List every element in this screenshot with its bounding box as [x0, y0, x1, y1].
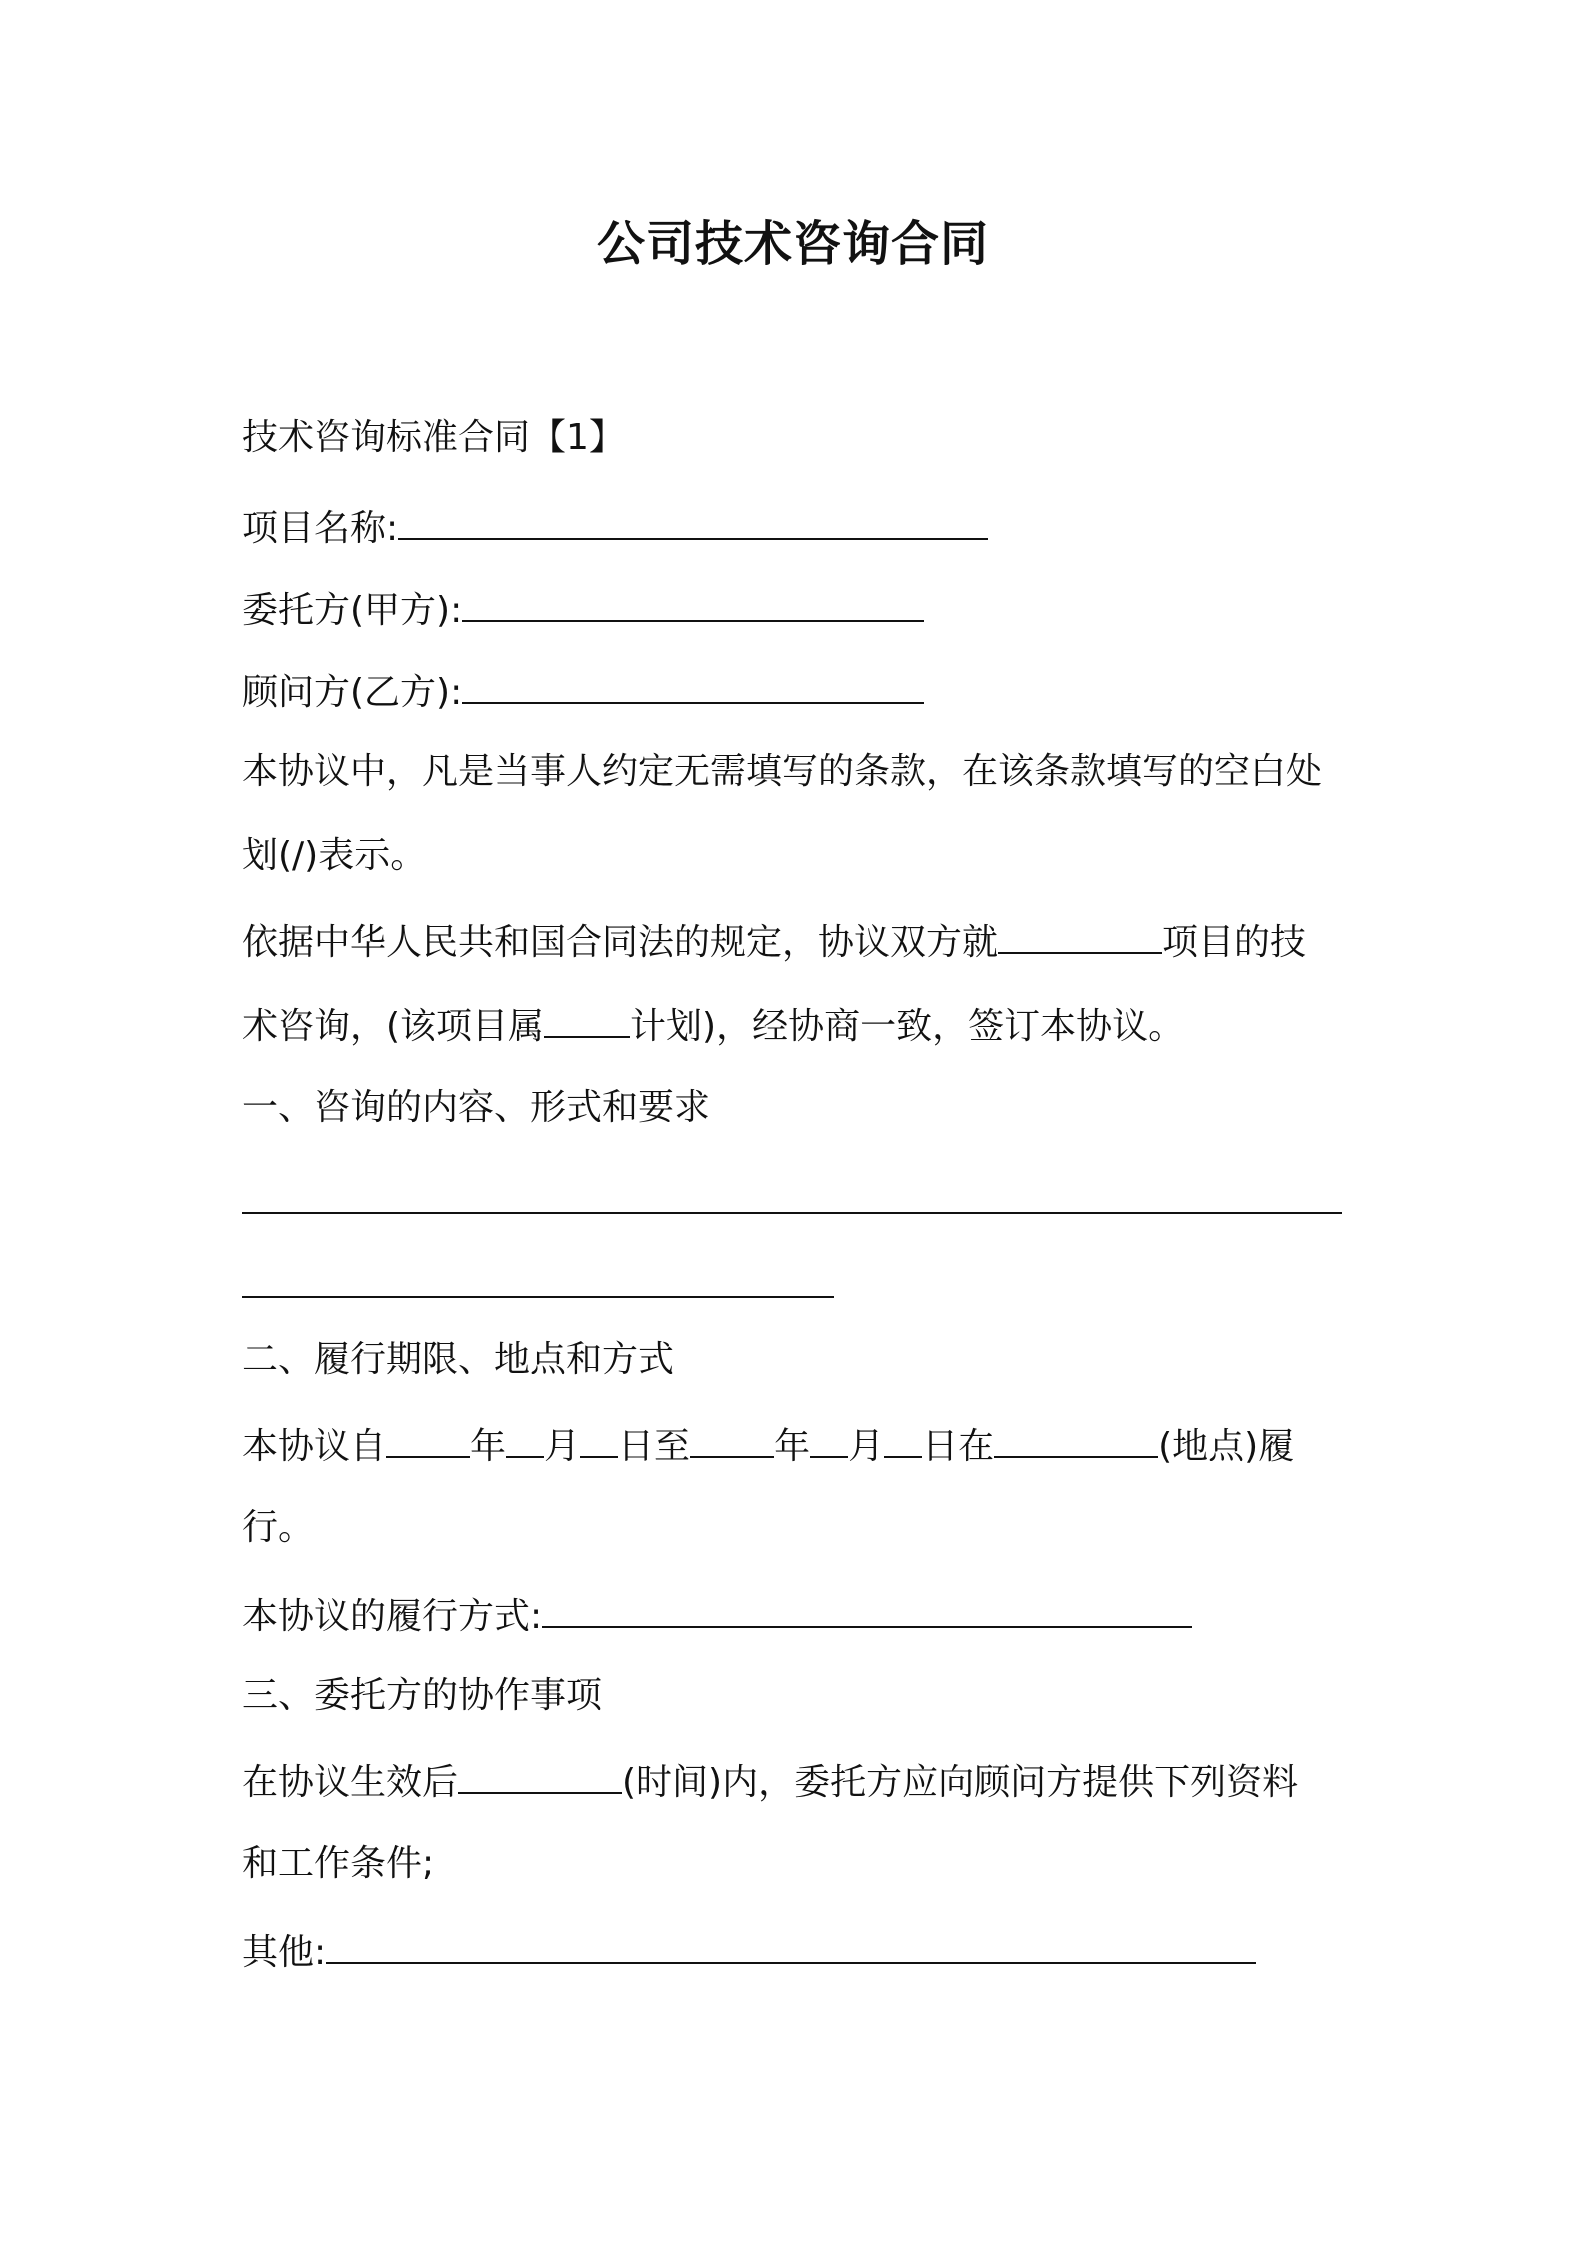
other-blank	[326, 1926, 1256, 1964]
period-year-2: 年	[774, 1426, 811, 1467]
basis-text-a: 依据中华人民共和国合同法的规定，协议双方就	[242, 922, 999, 963]
place-blank	[994, 1420, 1158, 1458]
section-2-heading: 二、履行期限、地点和方式	[242, 1339, 675, 1380]
period-day-2: 日在	[922, 1426, 995, 1467]
basis-line-2	[242, 1000, 1362, 1051]
start-day-blank	[580, 1420, 618, 1458]
consultant-blank	[462, 666, 924, 704]
period-line-2: 行。	[242, 1507, 315, 1548]
note-line-2: 划(/)表示。	[242, 835, 427, 876]
coop-text-b: (时间)内，委托方应向顾问方提供下列资料	[622, 1762, 1299, 1803]
period-month-2: 月	[848, 1426, 885, 1467]
basis-text-c: 术咨询，(该项目属	[242, 1006, 545, 1047]
time-blank	[458, 1756, 622, 1794]
project-name-label: 项目名称:	[242, 508, 399, 549]
consultant-row	[242, 666, 1362, 717]
project-name-row	[242, 502, 1362, 553]
method-blank	[542, 1590, 1192, 1628]
other-row	[242, 1926, 1362, 1977]
end-day-blank	[884, 1420, 922, 1458]
content-blank-line-2	[242, 1296, 834, 1298]
note-line-1: 本协议中，凡是当事人约定无需填写的条款，在该条款填写的空白处	[242, 751, 1323, 792]
coop-text-a: 在协议生效后	[242, 1762, 459, 1803]
section-3-heading: 三、委托方的协作事项	[242, 1675, 603, 1716]
coop-line-2: 和工作条件;	[242, 1843, 435, 1884]
period-place: (地点)履	[1158, 1426, 1295, 1467]
other-label: 其他:	[242, 1932, 327, 1973]
section-1-heading: 一、咨询的内容、形式和要求	[242, 1087, 711, 1128]
basis-text-d: 计划)，经协商一致，签订本协议。	[630, 1006, 1185, 1047]
project-name-blank	[398, 502, 988, 540]
start-year-blank	[386, 1420, 470, 1458]
client-row	[242, 584, 1362, 635]
start-month-blank	[506, 1420, 544, 1458]
period-text-start: 本协议自	[242, 1426, 387, 1467]
end-month-blank	[810, 1420, 848, 1458]
method-label: 本协议的履行方式:	[242, 1596, 543, 1637]
method-row	[242, 1590, 1362, 1641]
content-blank-line-1	[242, 1212, 1342, 1214]
plan-blank	[544, 1000, 630, 1038]
client-blank	[462, 584, 924, 622]
period-line-1	[242, 1420, 1362, 1471]
period-day-1: 日至	[618, 1426, 691, 1467]
period-month-1: 月	[544, 1426, 581, 1467]
basis-text-b: 项目的技	[1162, 922, 1307, 963]
client-label: 委托方(甲方):	[242, 590, 463, 631]
document-subtitle: 技术咨询标准合同【1】	[242, 417, 625, 458]
period-year-1: 年	[470, 1426, 507, 1467]
coop-line-1	[242, 1756, 1362, 1807]
document-title: 公司技术咨询合同	[596, 216, 989, 272]
basis-line-1	[242, 916, 1362, 967]
end-year-blank	[690, 1420, 774, 1458]
project-item-blank	[998, 916, 1162, 954]
consultant-label: 顾问方(乙方):	[242, 672, 463, 713]
